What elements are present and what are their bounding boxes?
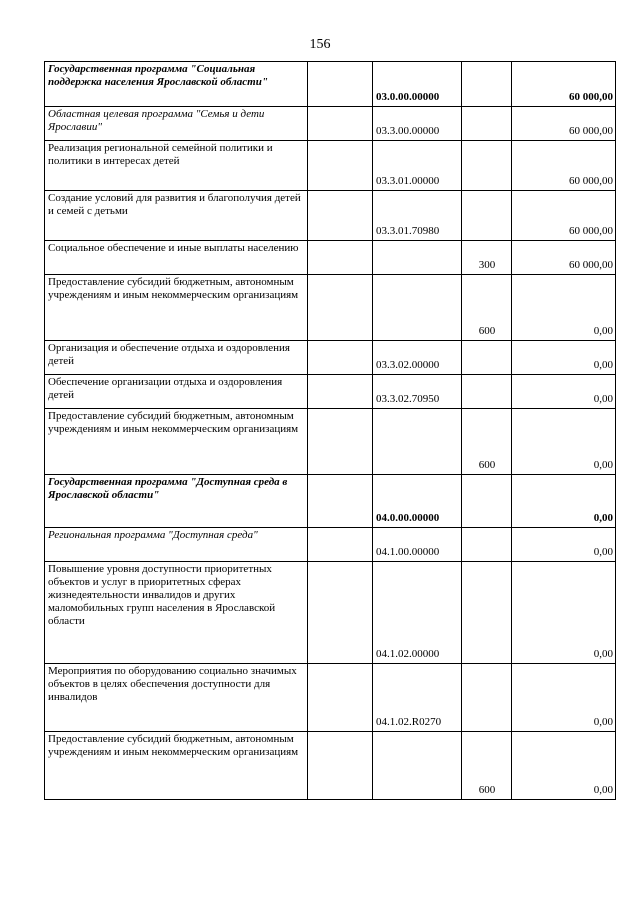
row-type-cell	[462, 141, 512, 191]
page-number: 156	[309, 37, 331, 52]
row-empty-cell	[308, 241, 373, 275]
row-code-cell: 03.3.02.00000	[373, 341, 462, 375]
row-sum-cell: 0,00	[512, 732, 616, 800]
row-sum-cell: 0,00	[512, 409, 616, 475]
table-row	[45, 375, 616, 409]
row-type-cell	[462, 562, 512, 664]
row-name-cell: Мероприятия по оборудованию социально значимых объектов в целях обеспечения доступности для инвалидов	[45, 664, 308, 732]
row-type-cell	[462, 191, 512, 241]
row-code-cell: 03.3.01.70980	[373, 191, 462, 241]
table-row	[45, 341, 616, 375]
table-row	[45, 732, 616, 800]
row-code-cell: 03.3.00.00000	[373, 107, 462, 141]
row-empty-cell	[308, 528, 373, 562]
row-code-cell: 04.1.00.00000	[373, 528, 462, 562]
table-row	[45, 107, 616, 141]
row-code-cell: 03.0.00.00000	[373, 62, 462, 107]
table-row	[45, 475, 616, 528]
row-empty-cell	[308, 62, 373, 107]
row-sum-cell: 0,00	[512, 341, 616, 375]
table-row	[45, 528, 616, 562]
row-code-cell: 04.1.02.00000	[373, 562, 462, 664]
row-sum-cell: 60 000,00	[512, 62, 616, 107]
table-row	[45, 241, 616, 275]
row-code-cell	[373, 241, 462, 275]
row-name-cell: Создание условий для развития и благополучия детей и семей с детьми	[45, 191, 308, 241]
row-sum-cell: 0,00	[512, 664, 616, 732]
row-code-cell	[373, 409, 462, 475]
row-empty-cell	[308, 191, 373, 241]
row-empty-cell	[308, 375, 373, 409]
table-row	[45, 141, 616, 191]
row-type-cell	[462, 341, 512, 375]
table-row	[45, 191, 616, 241]
row-name-cell: Предоставление субсидий бюджетным, автономным учреждениям и иным некоммерческим организациям	[45, 409, 308, 475]
row-empty-cell	[308, 275, 373, 341]
row-name-cell: Государственная программа "Доступная среда в Ярославской области"	[45, 475, 308, 528]
row-name-cell: Реализация региональной семейной политики и политики в интересах детей	[45, 141, 308, 191]
row-code-cell: 03.3.01.00000	[373, 141, 462, 191]
row-name-cell: Обеспечение организации отдыха и оздоровления детей	[45, 375, 308, 409]
row-name-cell: Организация и обеспечение отдыха и оздоровления детей	[45, 341, 308, 375]
row-code-cell	[373, 732, 462, 800]
row-name-cell: Государственная программа "Социальная поддержка населения Ярославской области"	[45, 62, 308, 107]
budget-table	[44, 61, 616, 800]
table-row	[45, 275, 616, 341]
row-name-cell: Региональная программа "Доступная среда"	[45, 528, 308, 562]
row-sum-cell: 0,00	[512, 528, 616, 562]
row-empty-cell	[308, 107, 373, 141]
row-sum-cell: 60 000,00	[512, 107, 616, 141]
row-sum-cell: 0,00	[512, 475, 616, 528]
row-type-cell: 600	[462, 275, 512, 341]
row-empty-cell	[308, 409, 373, 475]
table-row	[45, 62, 616, 107]
row-name-cell: Повышение уровня доступности приоритетных объектов и услуг в приоритетных сферах жизнедеятельности инвалидов и других маломобильных групп населения в Ярославской области	[45, 562, 308, 664]
row-empty-cell	[308, 141, 373, 191]
row-type-cell	[462, 664, 512, 732]
row-name-cell: Предоставление субсидий бюджетным, автономным учреждениям и иным некоммерческим организациям	[45, 732, 308, 800]
row-sum-cell: 60 000,00	[512, 241, 616, 275]
row-empty-cell	[308, 341, 373, 375]
table-row	[45, 409, 616, 475]
row-type-cell	[462, 375, 512, 409]
row-type-cell	[462, 107, 512, 141]
row-type-cell	[462, 475, 512, 528]
row-sum-cell: 60 000,00	[512, 141, 616, 191]
row-type-cell	[462, 62, 512, 107]
table-row	[45, 664, 616, 732]
row-empty-cell	[308, 664, 373, 732]
row-sum-cell: 0,00	[512, 562, 616, 664]
table-row	[45, 562, 616, 664]
row-type-cell	[462, 528, 512, 562]
row-code-cell: 04.1.02.R0270	[373, 664, 462, 732]
row-name-cell: Предоставление субсидий бюджетным, автономным учреждениям и иным некоммерческим организациям	[45, 275, 308, 341]
row-sum-cell: 60 000,00	[512, 191, 616, 241]
row-type-cell: 600	[462, 409, 512, 475]
row-sum-cell: 0,00	[512, 275, 616, 341]
row-code-cell: 03.3.02.70950	[373, 375, 462, 409]
row-empty-cell	[308, 562, 373, 664]
row-sum-cell: 0,00	[512, 375, 616, 409]
row-empty-cell	[308, 732, 373, 800]
row-type-cell: 600	[462, 732, 512, 800]
row-empty-cell	[308, 475, 373, 528]
row-code-cell	[373, 275, 462, 341]
row-name-cell: Областная целевая программа "Семья и дети Ярославии"	[45, 107, 308, 141]
row-type-cell: 300	[462, 241, 512, 275]
row-name-cell: Социальное обеспечение и иные выплаты населению	[45, 241, 308, 275]
row-code-cell: 04.0.00.00000	[373, 475, 462, 528]
